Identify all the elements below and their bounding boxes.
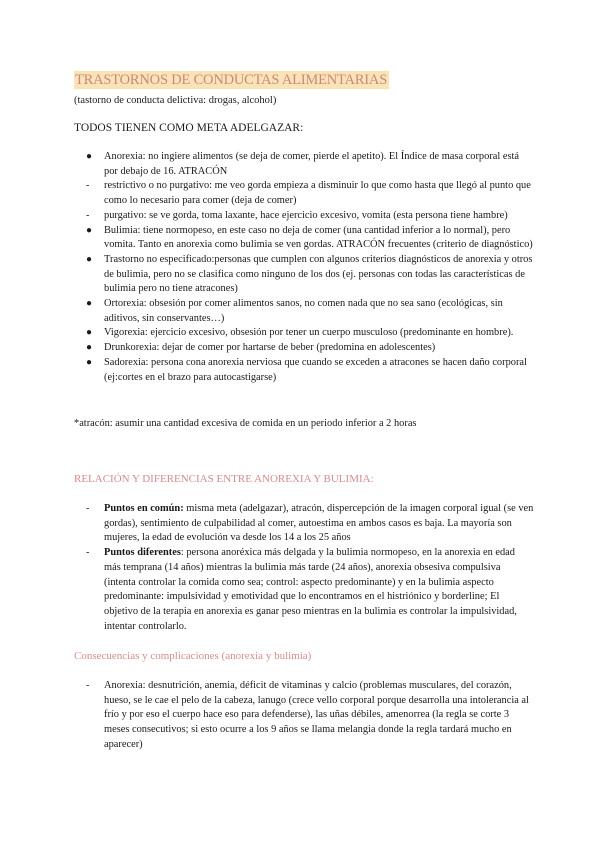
dash-marker: -: [86, 503, 90, 514]
bullet-marker: ●: [86, 342, 93, 354]
disorders-list: [74, 150, 534, 385]
bullet-marker: ●: [86, 327, 93, 339]
list-item-text: misma meta (adelgazar), atracón, dispercepción de la imagen corporal igual (se ven gordas), sentimiento de culpabilidad al comer, autoestima en ambos casos es baja. La mayoría son mujeres, la edad de evolución va desde los 14 a los 25 años: [104, 503, 534, 544]
list-item-text: Anorexia: no ingiere alimentos (se deja de comer, pierde el apetito). El Índice de masa corporal está por debajo de 16. ATRACÓN: [104, 151, 520, 177]
list-item: [74, 209, 534, 224]
dash-marker: -: [86, 680, 90, 691]
list-item: [74, 502, 534, 546]
bullet-marker: ●: [86, 356, 93, 368]
list-item-text: Vigorexia: ejercicio excesivo, obsesión por tener un cuerpo musculoso (predominante en hombre).: [104, 327, 514, 339]
list-item-text: : persona anoréxica más delgada y la bulimia normopeso, en la anorexia en edad más temprana (14 años) mientras la bulimia más tarde (24 años), anorexia obsesiva compulsiva (intenta controlar la comida como sea; control: aspecto predominante) y en la bulimia aspecto predominante: impulsividad y emotividad que lo encontramos en el histriónico y borderline; El objetivo de la terapia en anorexia es ganar peso mientras en la bulimia es controlar la impulsividad, intentar controlarlo.: [104, 547, 517, 632]
list-item-text: Anorexia: desnutrición, anemia, déficit de vitaminas y calcio (problemas musculares, del corazón, hueso, se le cae el pelo de la cabeza, lanugo (crece vello corporal porque desarrolla una intolerancia al frío y por eso el cuerpo hace eso para defenderse), las uñas débiles, amenorrea (la regla se corte 3 meses consecutivos; si esto ocurre a los 9 años se llama melangia donde la regla tardará mucho en aparecer): [104, 680, 529, 750]
list-item-bold-label: Puntos en común:: [104, 503, 184, 514]
list-item: [74, 546, 534, 634]
list-item: [74, 356, 534, 385]
list-item-text: Drunkorexia: dejar de comer por hartarse de beber (predomina en adolescentes): [104, 342, 436, 354]
bullet-marker: ●: [86, 253, 93, 265]
document-subtitle: (tastorno de conducta delictiva: drogas, alcohol): [74, 95, 277, 106]
list-item: [74, 253, 534, 297]
goal-statement: TODOS TIENEN COMO META ADELGAZAR:: [74, 122, 304, 134]
document-title: TRASTORNOS DE CONDUCTAS ALIMENTARIAS: [75, 72, 388, 88]
list-item: [74, 297, 534, 326]
list-item-text: Bulimia: tiene normopeso, en este caso no deja de comer (una cantidad inferior a lo normal), pero vomita. Tanto en anorexia como bulimia se ven gordas. ATRACÓN frecuentes (criterio de diagnóstico): [104, 224, 533, 251]
list-item: [74, 179, 534, 208]
list-item: [74, 341, 534, 356]
list-item-text: Ortorexia: obsesión por comer alimentos sanos, no comen nada que no sea sano (ecológicas, sin aditivos, sin conservantes…): [104, 298, 503, 324]
bullet-marker: ●: [86, 298, 93, 310]
dash-marker: -: [86, 209, 90, 221]
section-heading-relacion: RELACIÓN Y DIFERENCIAS ENTRE ANOREXIA Y BULIMIA:: [74, 473, 374, 485]
list-item: [74, 150, 534, 179]
dash-marker: -: [86, 547, 90, 559]
list-item: [74, 224, 534, 253]
list-item-text: Sadorexia: persona cona anorexia nerviosa que cuando se exceden a atracones se hacen daño corporal (ej:cortes en el brazo para autocastigarse): [104, 356, 527, 383]
bullet-marker: ●: [86, 224, 93, 236]
relacion-list: [74, 502, 534, 634]
list-item-text: purgativo: se ve gorda, toma laxante, hace ejercicio excesivo, vomita (esta persona tiene hambre): [104, 209, 508, 221]
section-heading-consecuencias: Consecuencias y complicaciones (anorexia y bulimia): [74, 650, 312, 662]
consecuencias-list: [74, 679, 534, 753]
list-item: [74, 679, 534, 753]
list-item-text: Trastorno no especificado:personas que cumplen con algunos criterios diagnósticos de anorexia y otros de bulimia, pero no se clasifica como ninguno de los dos (ej. personas con todas las características de bulimia pero no tiene atracones): [104, 253, 533, 295]
list-item-bold-label: Puntos diferentes: [104, 547, 181, 559]
dash-marker: -: [86, 180, 90, 192]
footnote-atracon: *atracón: asumir una cantidad excesiva de comida en un periodo inferior a 2 horas: [74, 418, 417, 429]
list-item-text: restrictivo o no purgativo: me veo gorda empieza a disminuir lo que como hasta que llegó al punto que como lo necesario para comer (deja de comer): [104, 180, 531, 207]
list-item: [74, 326, 534, 341]
bullet-marker: ●: [86, 151, 93, 162]
